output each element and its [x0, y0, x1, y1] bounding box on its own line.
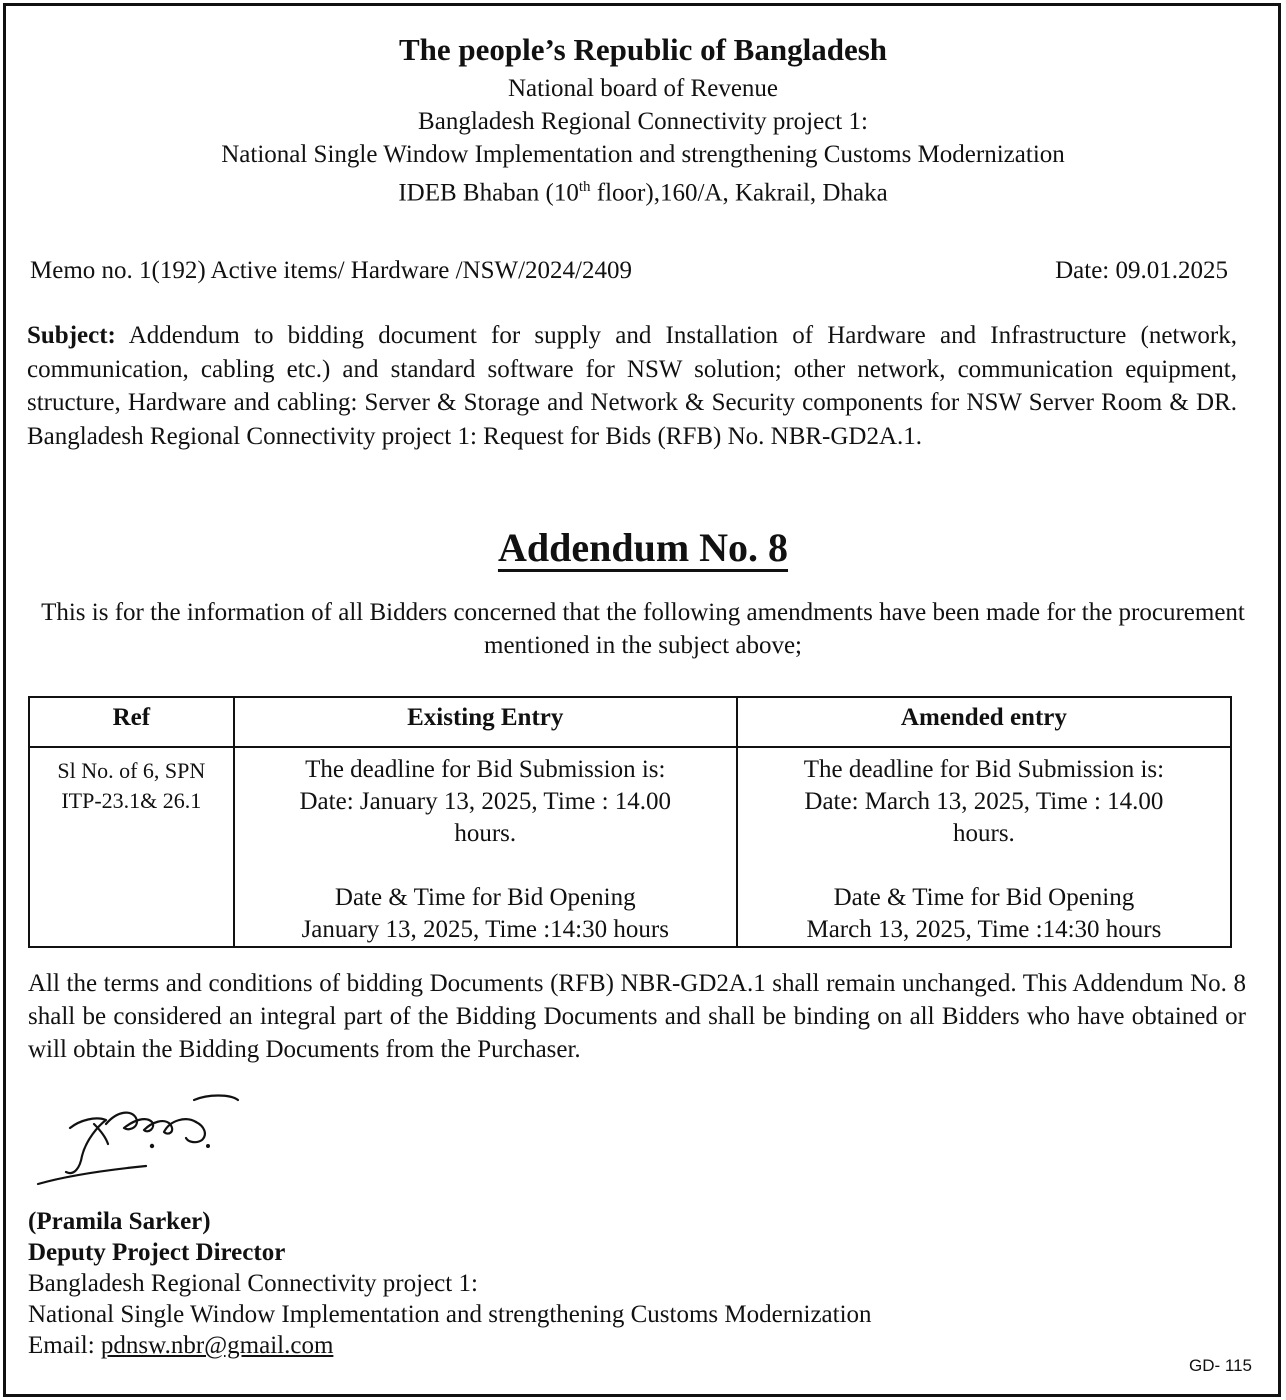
header-ref: Ref: [29, 697, 234, 747]
existing-deadline-label: The deadline for Bid Submission is:: [305, 756, 666, 783]
footer-code: GD- 115: [1189, 1356, 1252, 1375]
amended-opening-value: March 13, 2025, Time :14:30 hours: [806, 916, 1162, 943]
existing-opening-value: January 13, 2025, Time :14:30 hours: [301, 916, 669, 943]
letterhead: [0, 28, 1286, 209]
handwritten-signature: [36, 1080, 266, 1190]
header-amended-entry: Amended entry: [737, 697, 1231, 747]
ref-cell: [29, 747, 234, 947]
address-part-1: IDEB Bhaban (10: [398, 179, 579, 207]
program-name: National Single Window Implementation and strengthening Customs Modernization: [221, 141, 1065, 168]
table-header-row: [29, 697, 1231, 747]
signatory-program: National Single Window Implementation and strengthening Customs Modernization: [28, 1301, 872, 1328]
office-address: [0, 171, 1286, 209]
subject-label: Subject:: [27, 322, 116, 349]
header-existing-entry: Existing Entry: [234, 697, 737, 747]
table-row: [29, 747, 1231, 947]
amended-deadline-value: Date: March 13, 2025, Time : 14.00: [804, 788, 1164, 815]
subject-paragraph: [27, 319, 1237, 453]
closing-paragraph: All the terms and conditions of bidding Documents (RFB) NBR-GD2A.1 shall remain unchanged. This Addendum No. 8 shall be considered an integral part of the Bidding Documents and shall be binding on all Bidders who have obtained or will obtain the Bidding Documents from the Purchaser.: [28, 970, 1246, 1063]
subject-text: Addendum to bidding document for supply and Installation of Hardware and Infrastructure (network, communication, cabling etc.) and standard software for NSW solution; other network, communication equipment, structure, Hardware and cabling: Server & Storage and Network & Security components for NSW Server Room & DR. Bangladesh Regional Connectivity project 1: Request for Bids (RFB) No. NBR-GD2A.1.: [27, 322, 1237, 450]
existing-deadline-value: Date: January 13, 2025, Time : 14.00: [299, 788, 672, 815]
memo-number: Memo no. 1(192) Active items/ Hardware /NSW/2024/2409: [30, 257, 632, 284]
existing-opening-label: Date & Time for Bid Opening: [334, 884, 636, 911]
email-link[interactable]: pdnsw.nbr@gmail.com: [100, 1332, 334, 1359]
amended-opening-label: Date & Time for Bid Opening: [833, 884, 1135, 911]
country-heading: The people’s Republic of Bangladesh: [398, 32, 888, 67]
addendum-title-text: Addendum No. 8: [497, 525, 789, 570]
ref-line-2: ITP-23.1& 26.1: [61, 788, 202, 813]
signatory-name: (Pramila Sarker): [28, 1208, 211, 1235]
intro-paragraph: This is for the information of all Bidders concerned that the following amendments have been made for the procurement mentioned in the subject above;: [41, 599, 1245, 659]
existing-entry-cell: [234, 747, 737, 947]
signatory-designation: Deputy Project Director: [28, 1239, 286, 1266]
address-superscript: th: [578, 179, 591, 195]
email-label: Email:: [28, 1332, 101, 1359]
board-name: National board of Revenue: [507, 75, 779, 102]
address-part-2: floor),160/A, Kakrail, Dhaka: [590, 179, 888, 207]
amended-entry-cell: [737, 747, 1231, 947]
amended-deadline-label: The deadline for Bid Submission is:: [803, 756, 1165, 783]
signatory-block: [28, 1206, 1128, 1361]
addendum-title: [0, 518, 1286, 578]
existing-deadline-unit: hours.: [454, 820, 517, 847]
signatory-email-line: [28, 1330, 1128, 1361]
project-name: Bangladesh Regional Connectivity project 1:: [418, 108, 868, 135]
memo-date: Date: 09.01.2025: [1055, 257, 1228, 284]
amendment-table: [28, 696, 1232, 948]
amended-deadline-unit: hours.: [953, 820, 1015, 847]
signatory-project: Bangladesh Regional Connectivity project 1:: [28, 1270, 478, 1297]
ref-line-1: Sl No. of 6, SPN: [57, 758, 206, 783]
